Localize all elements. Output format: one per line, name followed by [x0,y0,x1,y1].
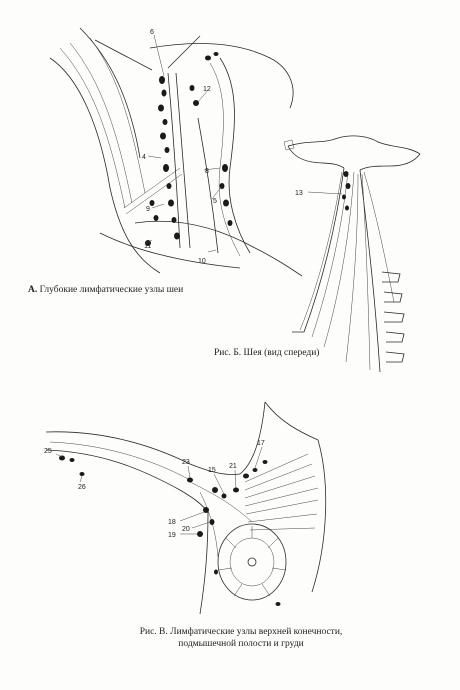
label-8: 8 [205,168,209,175]
sternocleidomastoid-edge [220,58,250,253]
shoulder-top [265,402,318,440]
retractor-left [95,40,152,70]
leader-25 [56,454,62,457]
label-12: 12 [203,86,211,93]
muscle-fibers-3 [90,38,145,193]
leader-26 [80,476,82,482]
axillary-node-chain [59,456,281,607]
deep-cervical-node-chain [145,52,233,246]
label-9: 9 [146,206,150,213]
label-21: 21 [229,463,237,470]
mandible-left [288,146,344,168]
label-10: 10 [198,258,206,265]
label-18: 18 [168,519,176,526]
label-6: 6 [150,29,154,36]
torso-left [200,512,208,614]
label-4: 4 [142,154,146,161]
label-26: 26 [78,484,86,491]
label-15: 15 [208,467,216,474]
fibers-6 [364,172,394,302]
omohyoid-2 [126,174,182,214]
figure-b-drawing [278,132,428,382]
label-11: 11 [144,243,152,250]
muscle-fibers-1 [60,48,125,208]
label-20: 20 [182,526,190,533]
neck-outline-back [50,58,160,273]
leader-13 [308,192,342,194]
neck-line [240,402,265,474]
caption-c-line1: Рис. В. Лимфатические узлы верхней конечности, [139,627,343,637]
figure-c-axilla-breast [40,392,350,617]
muscle-right-edge [360,170,380,372]
caption-figure-c [96,626,386,650]
fibers-1 [300,172,342,330]
label-13: 13 [295,190,303,197]
caption-a-prefix: А. [28,285,38,295]
nipple [248,558,256,566]
leader-6 [154,35,164,76]
fibers-4 [346,174,358,362]
leader-17 [255,447,262,468]
label-23: 23 [182,459,190,466]
vagus-nerve [198,118,218,253]
muscle-fibers-2 [70,43,132,203]
mandible-right [360,154,420,170]
figure-b-neck-front [278,132,428,382]
carotid-artery [176,73,190,248]
leader-23 [188,466,190,478]
caption-figure-b: Рис. Б. Шея (вид спереди) [214,348,320,358]
fibers-5 [362,174,370,370]
shoulder-line [100,233,240,268]
cervical-node-chain-b [342,171,351,211]
leader-10 [208,250,216,252]
label-5: 5 [213,198,217,205]
caption-figure-a [28,284,248,296]
leader-20 [192,522,210,528]
skull-base [288,136,420,154]
areola-zone [230,538,274,586]
label-25: 25 [44,448,52,455]
label-19: 19 [168,532,176,539]
caption-a-text: Глубокие лимфатические узлы шеи [39,285,184,295]
leader-21 [235,470,236,488]
clavicle-line [135,221,302,276]
caption-c-line2: подмышечной полости и груди [178,639,304,649]
jaw-line [150,44,293,108]
label-17: 17 [257,440,265,447]
breast-lobules [218,526,286,596]
leader-4 [148,156,161,158]
torso-right [312,440,326,592]
figure-c-drawing [40,392,350,617]
retractor-right [168,36,200,68]
leader-18 [180,512,204,521]
